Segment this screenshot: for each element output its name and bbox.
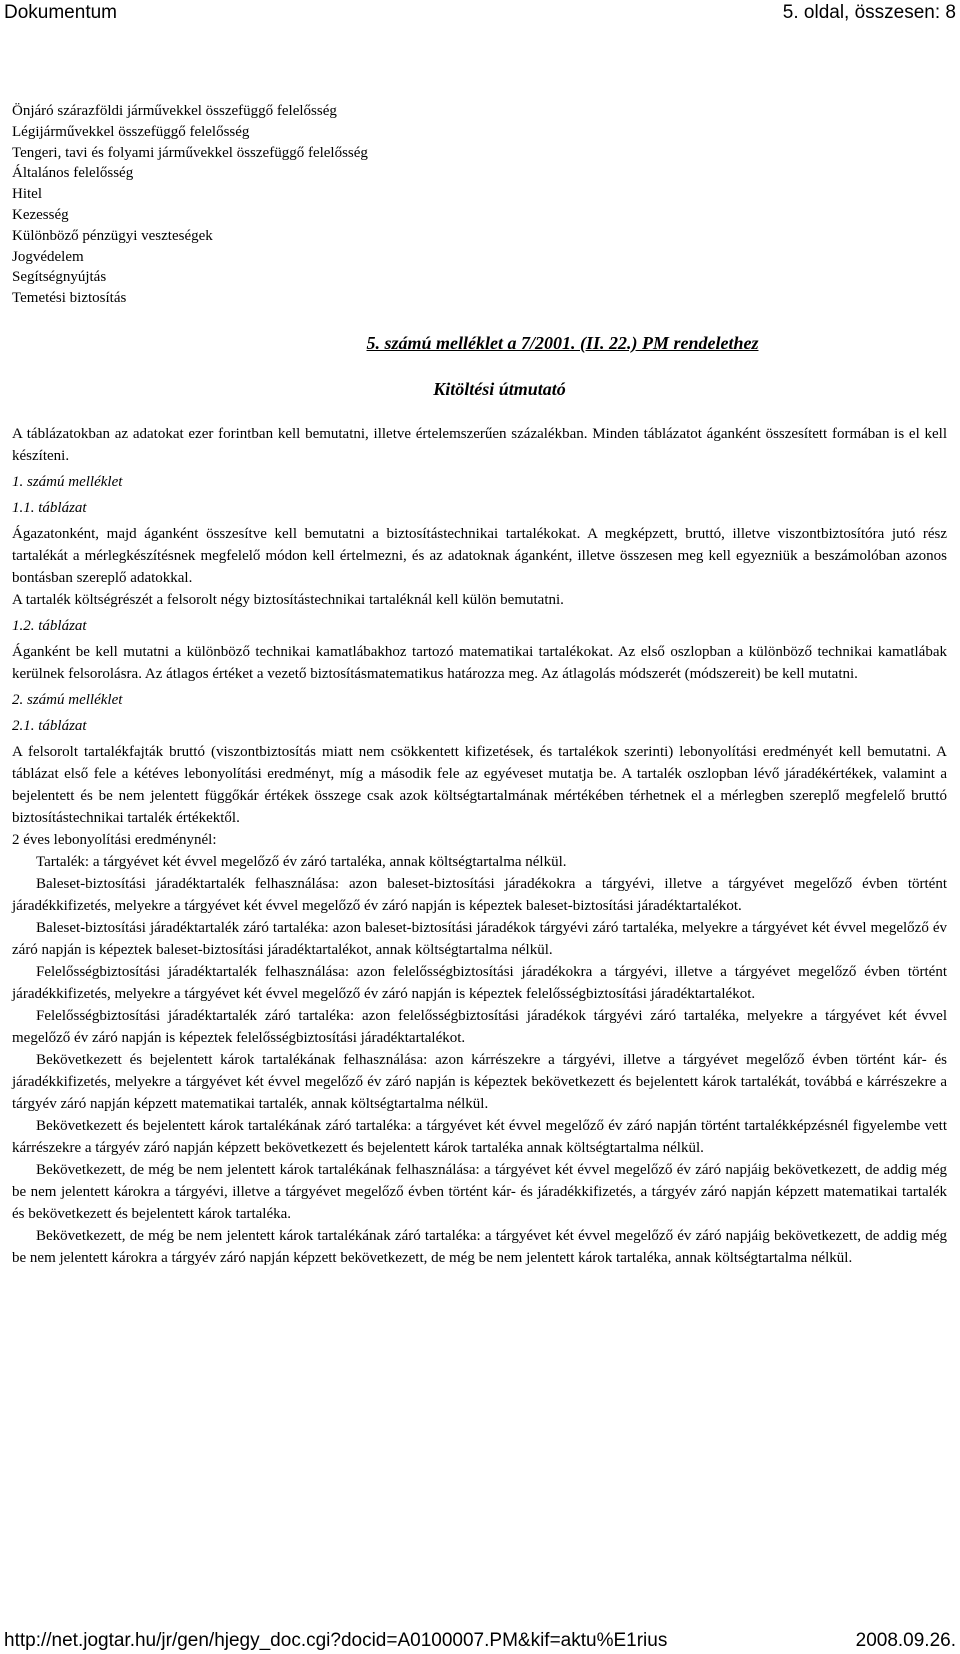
paragraph: Felelősségbiztosítási járadéktartalék záró tartaléka: azon felelősségbiztosítási járadékok tárgyévi záró tartaléka, melyekre a tárgyévet két évvel megelőző év záró napján is képeztek felelősségbiztosítási járadéktartalékot. xyxy=(12,1007,947,1046)
list-item: Jogvédelem xyxy=(12,248,84,265)
paragraph: Baleset-biztosítási járadéktartalék felhasználása: azon baleset-biztosítási járadékokra a tárgyévi, illetve a tárgyévet megelőző évben történt járadékkifizetés, melyekre a tárgyévet két évvel megelőző év záró napján is képeztek baleset-biztosítási járadéktartalékot. xyxy=(12,875,947,914)
paragraph: Bekövetkezett és bejelentett károk tartalékának záró tartaléka: a tárgyévet két évvel megelőző év záró napján történt tartalékképzésnél figyelembe vett kárrészekre a tárgyév záró napján képzett bekövetkezett és bejelentett károk tartaléka annak költségtartalma nélkül. xyxy=(12,1117,947,1156)
list-item: Különböző pénzügyi veszteségek xyxy=(12,227,213,244)
header-page-info: 5. oldal, összesen: 8 xyxy=(782,2,956,23)
paragraph: A felsorolt tartalékfajták bruttó (viszontbiztosítás miatt nem csökkentett kifizetések, és tartalékok szerinti) lebonyolítási eredményét kell bemutatni. A táblázat első fele a kétéves lebonyolítási eredményt, míg a második fele az egyéveset mutatja be. A tartalék oszlopban lévő járadékértékek, valamint a bejelentett és be nem jelentett függőkár értékek összege csak azok költségtartalmának mértékében térhetnek el a mérlegben szereplő megfelelő bruttó biztosítástechnikai tartalék értékektől. xyxy=(12,743,947,826)
section-heading-annex-1: 1. számú melléklet xyxy=(12,473,123,490)
paragraph: Felelősségbiztosítási járadéktartalék felhasználása: azon felelősségbiztosítási járadékokra a tárgyévi, illetve a tárgyévet megelőző évben történt járadékkifizetés, melyekre a tárgyévet két évvel megelőző év záró napján is képeztek felelősségbiztosítási járadéktartalékot. xyxy=(12,963,947,1002)
section-heading-table-1-1: 1.1. táblázat xyxy=(12,499,87,516)
paragraph: Tartalék: a tárgyévet két évvel megelőző év záró tartaléka, annak költségtartalma nélkül. xyxy=(36,853,567,870)
section-heading-table-2-1: 2.1. táblázat xyxy=(12,717,87,734)
document-body xyxy=(12,101,947,1269)
page-footer xyxy=(0,1628,960,1654)
paragraph: Ágazatonként, majd áganként összesítve kell bemutatni a biztosítástechnikai tartalékokat. A megképzett, bruttó, illetve viszontbiztosítóra jutó rész tartalékát a mérlegkészítésnek megfelelő módon kell értelmezni, és az adatoknak áganként, illetve összesen meg kell egyezniük a beszámolóban azonos bontásban szereplő adatokkal. xyxy=(12,525,947,586)
section-heading-table-1-2: 1.2. táblázat xyxy=(12,617,87,634)
intro-paragraph: A táblázatokban az adatokat ezer forintban kell bemutatni, illetve értelemszerűen százalékban. Minden táblázatot áganként összesített formában is el kell készíteni. xyxy=(12,425,947,464)
paragraph: A tartalék költségrészét a felsorolt négy biztosítástechnikai tartaléknál kell külön bemutatni. xyxy=(12,591,564,608)
paragraph: Bekövetkezett, de még be nem jelentett károk tartalékának záró tartaléka: a tárgyévet két évvel megelőző év záró napjáig bekövetkezett, de addig még be nem jelentett károkra a tárgyév záró napján képzett bekövetkezett, de még be nem jelentett károk tartaléka, annak költségtartalma nélkül. xyxy=(12,1227,947,1266)
insurance-branch-list xyxy=(12,101,947,309)
page-header xyxy=(0,0,960,26)
list-item: Kezesség xyxy=(12,206,69,223)
section-heading-annex-2: 2. számú melléklet xyxy=(12,691,123,708)
footer-date: 2008.09.26. xyxy=(855,1630,956,1651)
guide-title: Kitöltési útmutató xyxy=(433,378,566,399)
list-item: Általános felelősség xyxy=(12,165,134,182)
paragraph: 2 éves lebonyolítási eredménynél: xyxy=(12,831,217,848)
paragraph: Bekövetkezett, de még be nem jelentett károk tartalékának felhasználása: a tárgyévet két évvel megelőző év záró napjáig bekövetkezett, de addig még be nem jelentett károkra a tárgyévi, illetve a tárgyévet megelőző évben történt kár- és járadékkifizetés, a tárgyév záró napján képzett matematikai tartalék és bekövetkezett és bejelentett károk tartaléka. xyxy=(12,1161,947,1222)
list-item: Segítségnyújtás xyxy=(12,269,107,286)
list-item: Légijárművekkel összefüggő felelősség xyxy=(12,123,250,140)
list-item: Temetési biztosítás xyxy=(12,290,127,307)
paragraph: Áganként be kell mutatni a különböző technikai kamatlábakhoz tartozó matematikai tartalékokat. Az első oszlopban a különböző technikai kamatlábak kerülnek felsorolásra. Az átlagos értéket a vezető biztosításmatematikus határozza meg. Az átlagolás módszerét (módszereit) be kell mutatni. xyxy=(12,643,947,682)
list-item: Tengeri, tavi és folyami járművekkel összefüggő felelősség xyxy=(12,144,368,161)
list-item: Önjáró szárazföldi járművekkel összefüggő felelősség xyxy=(12,103,337,119)
list-item: Hitel xyxy=(12,186,42,203)
annex-title: 5. számú melléklet a 7/2001. (II. 22.) PM rendelethez xyxy=(366,332,759,353)
paragraph: Bekövetkezett és bejelentett károk tartalékának felhasználása: azon kárrészekre a tárgyévi, illetve a tárgyévet megelőző évben történt kár- és járadékkifizetés, melyekre a tárgyévet két évvel megelőző év záró napján is képeztek bekövetkezett és bejelentett károk tartalékát, továbbá e kárrészekre a tárgyév záró napján képzett matematikai tartalék, annak költségtartalma nélkül. xyxy=(12,1051,947,1112)
footer-url: http://net.jogtar.hu/jr/gen/hjegy_doc.cgi?docid=A0100007.PM&kif=aktu%E1rius xyxy=(4,1630,668,1651)
paragraph: Baleset-biztosítási járadéktartalék záró tartaléka: azon baleset-biztosítási járadékok tárgyévi záró tartaléka, melyekre a tárgyévet két évvel megelőző év záró napján is képeztek baleset-biztosítási járadéktartalékot, annak költségtartalma nélkül. xyxy=(12,919,947,958)
header-title: Dokumentum xyxy=(4,2,117,23)
